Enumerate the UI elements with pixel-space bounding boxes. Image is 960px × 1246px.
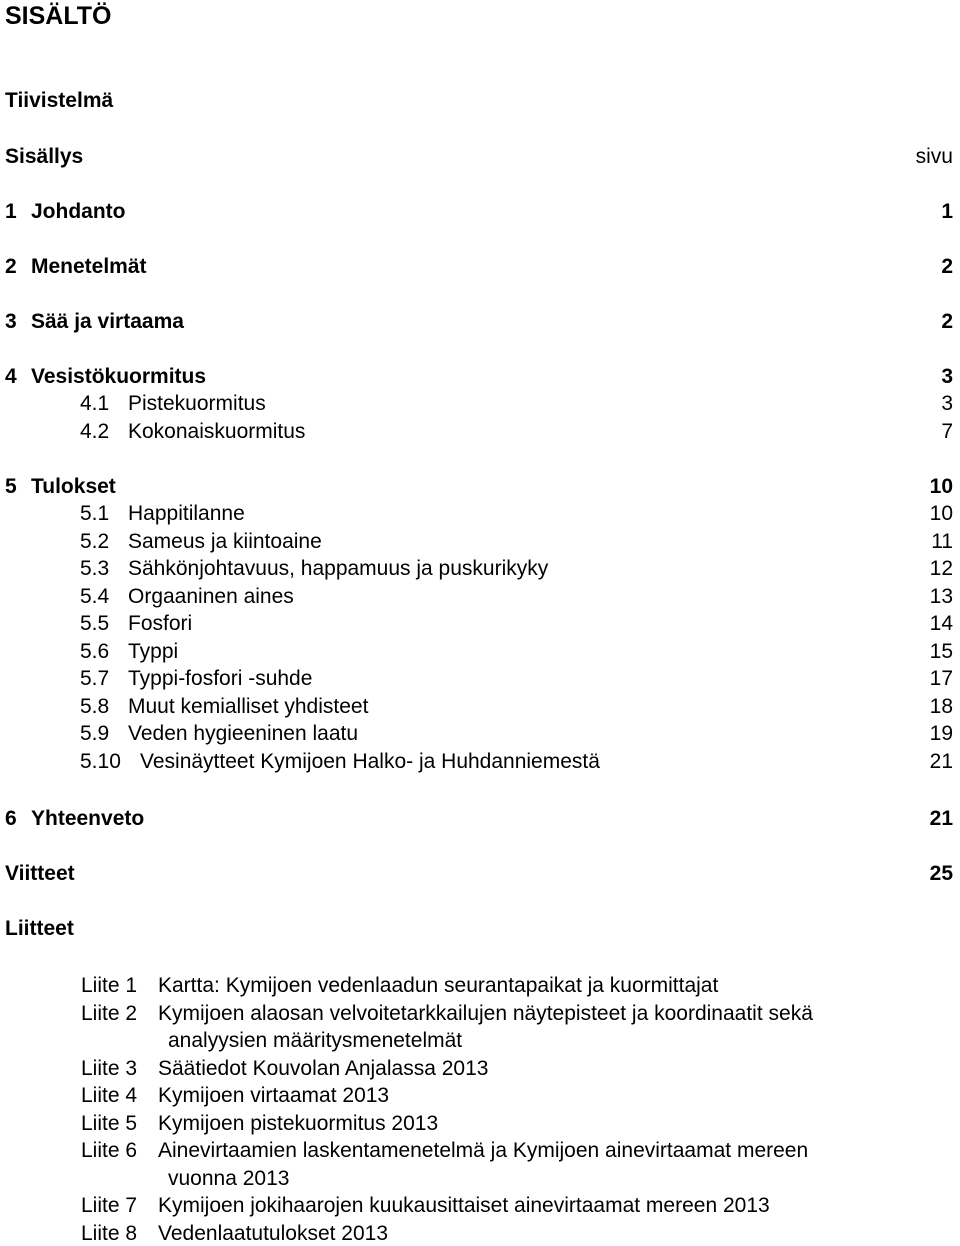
toc-section-page: 3 [941,392,953,415]
appendix-id: Liite 2 [81,1002,138,1025]
toc-section-title: Orgaaninen aines [128,585,294,608]
toc-section-title: Happitilanne [128,502,245,525]
toc-section-page: 10 [929,502,953,525]
appendix-id: Liite 8 [81,1222,138,1245]
toc-section-number: 4.2 [80,420,110,443]
toc-chapter-page: 1 [941,200,953,223]
appendix-title: Kymijoen virtaamat 2013 [158,1084,390,1107]
toc-header [0,145,960,172]
toc-section-number: 5.2 [80,530,110,553]
toc-chapter-page: 21 [929,807,953,830]
toc-chapter-title: Menetelmät [31,255,147,278]
toc-section-number: 5.8 [80,695,110,718]
appendix-title: Kymijoen jokihaarojen kuukausittaiset ainevirtaamat mereen 2013 [158,1194,770,1217]
toc-section-title: Muut kemialliset yhdisteet [128,695,369,718]
appendix-id: Liite 6 [81,1139,138,1162]
toc-section-page: 15 [929,640,953,663]
appendix-id: Liite 4 [81,1084,138,1107]
toc-section-5-6[interactable] [0,640,960,667]
toc-section-page: 7 [941,420,953,443]
toc-section-number: 5.7 [80,667,110,690]
toc-section-5-1[interactable] [0,502,960,529]
toc-section-page: 14 [929,612,953,635]
toc-section-page: 19 [929,722,953,745]
toc-section-number: 5.6 [80,640,110,663]
toc-section-title: Typpi-fosfori -suhde [128,667,313,690]
appendix-title-continuation: analyysien määritysmenetelmät [168,1029,463,1052]
toc-chapter-title: Johdanto [31,200,126,223]
toc-section-title: Veden hygieeninen laatu [128,722,359,745]
toc-chapter-number: 4 [5,365,17,388]
appendix-title-continuation: vuonna 2013 [168,1167,290,1190]
toc-section-4-1[interactable] [0,392,960,419]
toc-section-5-9[interactable] [0,722,960,749]
toc-section-page: 12 [929,557,953,580]
toc-chapter-title: Vesistökuormitus [31,365,207,388]
toc-section-page: 17 [929,667,953,690]
toc-section-page: 18 [929,695,953,718]
toc-section-number: 5.3 [80,557,110,580]
toc-section-5-4[interactable] [0,585,960,612]
toc-chapter-1[interactable] [0,200,960,227]
appendix-title: Säätiedot Kouvolan Anjalassa 2013 [158,1057,489,1080]
toc-section-number: 5.5 [80,612,110,635]
toc-header-page-label: sivu [915,145,953,168]
toc-chapter-page: 3 [941,365,953,388]
toc-chapter-3[interactable] [0,310,960,337]
toc-section-number: 5.9 [80,722,110,745]
toc-chapter-2[interactable] [0,255,960,282]
summary-heading: Tiivistelmä [5,89,114,112]
toc-section-title: Vesinäytteet Kymijoen Halko- ja Huhdanniemestä [140,750,600,773]
toc-section-number: 5.4 [80,585,110,608]
toc-chapter-5[interactable] [0,475,960,502]
toc-chapter-title: Sää ja virtaama [31,310,184,333]
toc-chapter-page: 2 [941,310,953,333]
toc-section-page: 13 [929,585,953,608]
toc-section-5-2[interactable] [0,530,960,557]
toc-chapter-page: 2 [941,255,953,278]
toc-chapter-number: 5 [5,475,17,498]
page-title: SISÄLTÖ [5,2,112,30]
toc-chapter-number: 2 [5,255,17,278]
toc-section-page: 21 [929,750,953,773]
toc-references[interactable] [0,862,960,889]
toc-chapter-number: 1 [5,200,17,223]
toc-chapter-title: Tulokset [31,475,116,498]
appendix-id: Liite 5 [81,1112,138,1135]
toc-section-number: 4.1 [80,392,110,415]
toc-section-title: Fosfori [128,612,193,635]
toc-section-title: Pistekuormitus [128,392,266,415]
toc-chapter-6[interactable] [0,807,960,834]
toc-section-5-3[interactable] [0,557,960,584]
appendix-title: Kartta: Kymijoen vedenlaadun seurantapaikat ja kuormittajat [158,974,719,997]
toc-chapter-page: 10 [929,475,953,498]
appendix-title: Ainevirtaamien laskentamenetelmä ja Kymijoen ainevirtaamat mereen [158,1139,809,1162]
toc-section-number: 5.1 [80,502,110,525]
toc-header-label: Sisällys [5,145,84,168]
toc-section-title: Typpi [128,640,179,663]
toc-chapter-4[interactable] [0,365,960,392]
toc-section-number: 5.10 [80,750,121,773]
toc-section-5-10[interactable] [0,750,960,777]
toc-section-5-7[interactable] [0,667,960,694]
toc-section-title: Sameus ja kiintoaine [128,530,322,553]
appendix-id: Liite 3 [81,1057,138,1080]
toc-section-page: 11 [931,530,953,553]
toc-references-page: 25 [929,862,953,885]
appendix-title: Kymijoen alaosan velvoitetarkkailujen näytepisteet ja koordinaatit sekä [158,1002,813,1025]
toc-section-5-5[interactable] [0,612,960,639]
appendix-id: Liite 7 [81,1194,138,1217]
toc-chapter-title: Yhteenveto [31,807,145,830]
toc-section-title: Sähkönjohtavuus, happamuus ja puskurikyky [128,557,549,580]
toc-chapter-number: 3 [5,310,17,333]
appendix-title: Vedenlaatutulokset 2013 [158,1222,389,1245]
appendix-title: Kymijoen pistekuormitus 2013 [158,1112,439,1135]
toc-references-title: Viitteet [5,862,75,885]
appendices-heading: Liitteet [5,917,74,940]
toc-chapter-number: 6 [5,807,17,830]
appendix-id: Liite 1 [81,974,138,997]
toc-section-title: Kokonaiskuormitus [128,420,306,443]
toc-section-4-2[interactable] [0,420,960,447]
toc-section-5-8[interactable] [0,695,960,722]
